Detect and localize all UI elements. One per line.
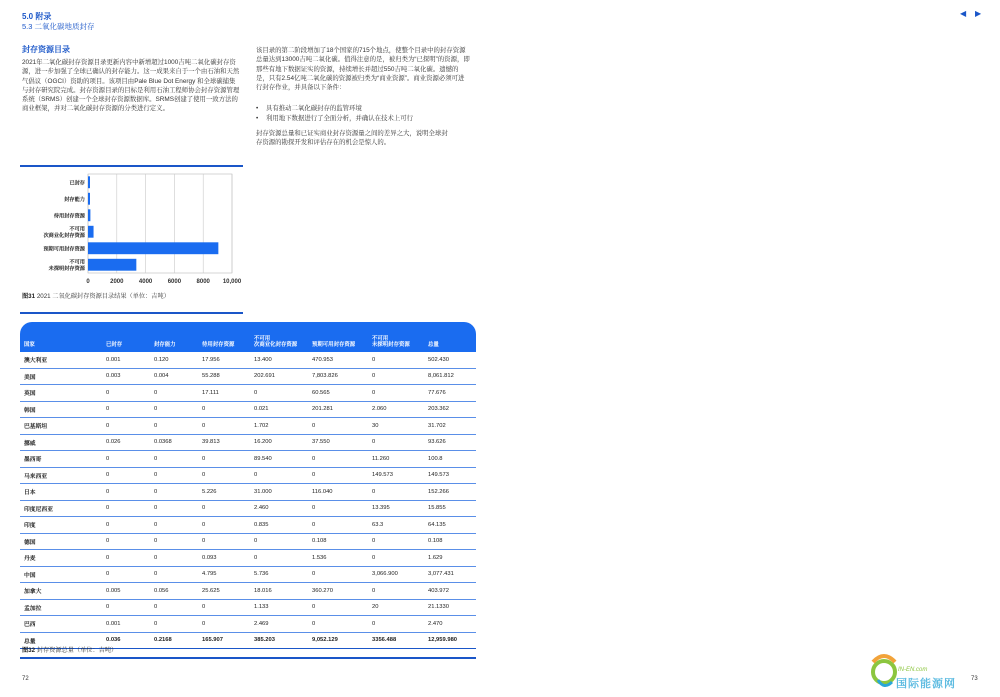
table-cell: 巴西 bbox=[20, 616, 102, 633]
table-row bbox=[20, 401, 476, 418]
table-row bbox=[20, 533, 476, 550]
table-cell: 0 bbox=[150, 484, 198, 501]
table-cell: 3,077.431 bbox=[424, 566, 476, 583]
table-cell: 挪威 bbox=[20, 434, 102, 451]
table-row bbox=[20, 599, 476, 616]
column-header: 总量 bbox=[428, 342, 439, 348]
table-cell: 美国 bbox=[20, 368, 102, 385]
table-cell: 印度 bbox=[20, 517, 102, 534]
table-cell: 25.625 bbox=[198, 583, 250, 600]
table-cell: 德国 bbox=[20, 533, 102, 550]
table-cell: 0 bbox=[150, 401, 198, 418]
table-cell: 0 bbox=[198, 517, 250, 534]
table-cell: 1.629 bbox=[424, 550, 476, 567]
table-cell: 15.855 bbox=[424, 500, 476, 517]
table-cell: 0 bbox=[308, 566, 368, 583]
table-cell: 8,061.812 bbox=[424, 368, 476, 385]
bullet-list bbox=[256, 104, 470, 124]
table-row bbox=[20, 517, 476, 534]
table-cell: 1.536 bbox=[308, 550, 368, 567]
table-cell: 0 bbox=[150, 418, 198, 435]
table-cell: 77.676 bbox=[424, 385, 476, 402]
table-cell: 116.040 bbox=[308, 484, 368, 501]
table-cell: 0.021 bbox=[250, 401, 308, 418]
table-cell: 0 bbox=[368, 368, 424, 385]
table-cell: 100.8 bbox=[424, 451, 476, 468]
chart-svg bbox=[20, 168, 245, 293]
table-cell: 0 bbox=[368, 385, 424, 402]
table-cell: 64.135 bbox=[424, 517, 476, 534]
table-header-row bbox=[20, 322, 476, 352]
section-heading: 封存资源目录 bbox=[22, 45, 70, 54]
table-cell: 0.108 bbox=[424, 533, 476, 550]
table-cell: 0 bbox=[198, 533, 250, 550]
category-label-line: 待用封存资源 bbox=[53, 213, 85, 220]
x-tick-label: 6000 bbox=[167, 279, 182, 285]
category-label-line: 次商业化封存资源 bbox=[43, 232, 85, 239]
table-cell: 2.469 bbox=[250, 616, 308, 633]
table-cell: 加拿大 bbox=[20, 583, 102, 600]
table-cell: 马来西亚 bbox=[20, 467, 102, 484]
x-tick-label: 4000 bbox=[138, 279, 153, 285]
table-cell: 17.111 bbox=[198, 385, 250, 402]
table-cell: 7,803.826 bbox=[308, 368, 368, 385]
category-label-line: 已封存 bbox=[69, 180, 85, 187]
table-row bbox=[20, 352, 476, 368]
table-cell: 0.003 bbox=[102, 368, 150, 385]
right-paragraph: 该目录的第二阶段增加了18个国家的715个地点，使整个目录中的封存资源总量达到13000吉吨二氧化碳。值得注意的是，被归类为“已探明”的资源，即那些有地下数据证实的资源，持续增长并超过550吉吨二氧化碳。遗憾的是，只有2.54亿吨二氧化碳的资源被归类为“商业资源”。商业资源必须可进行封存作业，并具备以下条件： bbox=[256, 47, 470, 92]
table-row bbox=[20, 434, 476, 451]
table-cell: 中国 bbox=[20, 566, 102, 583]
table-cell: 502.430 bbox=[424, 352, 476, 368]
category-label bbox=[49, 258, 86, 272]
prev-page-icon[interactable]: ◀ bbox=[960, 9, 967, 18]
table-cell: 墨西哥 bbox=[20, 451, 102, 468]
table-cell: 2.460 bbox=[250, 500, 308, 517]
column-header: 待用封存资源 bbox=[202, 342, 235, 348]
left-paragraph: 2021年二氧化碳封存资源目录更新内容中新增超过1000吉吨二氧化碳封存资源，进一步加强了全球已确认的封存能力。这一成果来自于一个由石油和天然气倡议（OGCI）资助的项目。该项目由Pale Blue Dot Energy 和全球碳捕集与封存研究院完成。封存资源目录的目标是利用石油工程师协会封存资源管理系统（SRMS）创建一个全球封存资源数据库。SRMS创建了使用一致方法的商业框架，并对二氧化碳封存资源的分类进行定义。 bbox=[22, 59, 240, 113]
table-cell: 0 bbox=[368, 583, 424, 600]
table-cell: 5.226 bbox=[198, 484, 250, 501]
chart-caption bbox=[22, 291, 170, 300]
table-cell: 13.400 bbox=[250, 352, 308, 368]
table-cell: 0 bbox=[102, 467, 150, 484]
bar-chart bbox=[20, 168, 245, 293]
table-cell: 总量 bbox=[20, 632, 102, 649]
table-cell: 152.266 bbox=[424, 484, 476, 501]
table-cell: 0 bbox=[368, 550, 424, 567]
table-cell: 0.004 bbox=[150, 368, 198, 385]
table-cell: 0.835 bbox=[250, 517, 308, 534]
table-cell: 385.203 bbox=[250, 632, 308, 649]
table-cell: 0 bbox=[102, 401, 150, 418]
table-cell: 0 bbox=[198, 418, 250, 435]
table-cell: 0 bbox=[368, 352, 424, 368]
bar bbox=[88, 209, 90, 221]
table-row bbox=[20, 583, 476, 600]
table-cell: 403.972 bbox=[424, 583, 476, 600]
table-cell: 0.001 bbox=[102, 616, 150, 633]
table-caption bbox=[22, 645, 117, 654]
table-cell: 31.000 bbox=[250, 484, 308, 501]
table-cell: 20 bbox=[368, 599, 424, 616]
table-cell: 0 bbox=[150, 500, 198, 517]
bullet-item: • 具有推动二氧化碳封存的监管环境 bbox=[256, 104, 470, 114]
table-cell: 0 bbox=[308, 599, 368, 616]
table-cell: 165.907 bbox=[198, 632, 250, 649]
table-cell: 0 bbox=[150, 385, 198, 402]
table-cell: 0.001 bbox=[102, 352, 150, 368]
table-cell: 0 bbox=[308, 616, 368, 633]
table-cell: 0 bbox=[102, 500, 150, 517]
page-number-left: 72 bbox=[22, 676, 29, 682]
table-cell: 21.1330 bbox=[424, 599, 476, 616]
table-caption-text: 封存资源总量（单位：吉吨） bbox=[36, 647, 118, 654]
next-page-icon[interactable]: ▶ bbox=[975, 9, 982, 18]
table-cell: 149.573 bbox=[424, 467, 476, 484]
table-cell: 11.260 bbox=[368, 451, 424, 468]
plot-frame bbox=[88, 174, 232, 273]
table-row bbox=[20, 385, 476, 402]
category-label-line: 不可用 bbox=[69, 259, 85, 266]
bar bbox=[88, 242, 218, 254]
table-cell: 0.005 bbox=[102, 583, 150, 600]
table-cell: 202.691 bbox=[250, 368, 308, 385]
category-label bbox=[54, 211, 86, 219]
logo-name: 国际能源网 bbox=[896, 678, 956, 690]
table-cell: 0 bbox=[102, 533, 150, 550]
table-cell: 0 bbox=[102, 517, 150, 534]
table-body bbox=[20, 352, 476, 649]
chart-caption-text: 2021 二氧化碳封存资源目录结果（单位：吉吨） bbox=[36, 293, 170, 300]
table-cell: 0 bbox=[250, 550, 308, 567]
table-cell: 0 bbox=[150, 451, 198, 468]
table-cell: 0 bbox=[198, 467, 250, 484]
table-cell: 0 bbox=[198, 616, 250, 633]
resources-table bbox=[20, 322, 476, 649]
table-cell: 5.736 bbox=[250, 566, 308, 583]
table-cell: 0 bbox=[250, 385, 308, 402]
table-cell: 韩国 bbox=[20, 401, 102, 418]
table-cell: 60.565 bbox=[308, 385, 368, 402]
table-cell: 2.060 bbox=[368, 401, 424, 418]
table-cell: 0 bbox=[102, 599, 150, 616]
category-label bbox=[43, 225, 85, 239]
table-cell: 0 bbox=[150, 517, 198, 534]
table-cell: 印度尼西亚 bbox=[20, 500, 102, 517]
table-cell: 2.470 bbox=[424, 616, 476, 633]
table-cell: 0.056 bbox=[150, 583, 198, 600]
table-cell: 0 bbox=[198, 451, 250, 468]
table-cell: 1.702 bbox=[250, 418, 308, 435]
table-cell: 0 bbox=[308, 451, 368, 468]
table-cell: 0.093 bbox=[198, 550, 250, 567]
table-cell: 0 bbox=[308, 467, 368, 484]
table-row bbox=[20, 550, 476, 567]
category-label bbox=[69, 178, 85, 186]
table-cell: 30 bbox=[368, 418, 424, 435]
table-cell: 0 bbox=[102, 484, 150, 501]
divider bbox=[20, 657, 476, 659]
logo-domain: IN-EN.com bbox=[898, 667, 928, 673]
table-row bbox=[20, 500, 476, 517]
right-paragraph-2: 封存资源总量和已证实商业封存资源量之间的差异之大，说明全球封存资源的勘探开发和评估存在的机会是惊人的。 bbox=[256, 130, 448, 147]
table-cell: 89.540 bbox=[250, 451, 308, 468]
column-header: 不可用 未探明封存资源 bbox=[372, 336, 410, 348]
table-cell: 0 bbox=[150, 599, 198, 616]
column-header: 已封存 bbox=[106, 342, 123, 348]
table-caption-label: 图32 bbox=[22, 647, 36, 654]
table-cell: 55.288 bbox=[198, 368, 250, 385]
table-cell: 149.573 bbox=[368, 467, 424, 484]
table-cell: 360.270 bbox=[308, 583, 368, 600]
table-cell: 9,052.129 bbox=[308, 632, 368, 649]
table-cell: 0 bbox=[102, 385, 150, 402]
table-cell: 203.362 bbox=[424, 401, 476, 418]
table-cell: 英国 bbox=[20, 385, 102, 402]
table-cell: 0 bbox=[102, 451, 150, 468]
table-cell: 0 bbox=[102, 418, 150, 435]
table-cell: 0 bbox=[308, 418, 368, 435]
table-cell: 17.956 bbox=[198, 352, 250, 368]
table-cell: 0.120 bbox=[150, 352, 198, 368]
chart-caption-label: 图31 bbox=[22, 293, 36, 300]
divider bbox=[20, 165, 243, 167]
table-cell: 16.200 bbox=[250, 434, 308, 451]
table-cell: 63.3 bbox=[368, 517, 424, 534]
table-row bbox=[20, 368, 476, 385]
table-cell: 0 bbox=[250, 467, 308, 484]
table-cell: 0 bbox=[308, 517, 368, 534]
column-header: 封存能力 bbox=[154, 342, 176, 348]
table-cell: 0.108 bbox=[308, 533, 368, 550]
table-cell: 4.795 bbox=[198, 566, 250, 583]
category-label-line: 不可用 bbox=[69, 226, 85, 233]
table-cell: 丹麦 bbox=[20, 550, 102, 567]
table-cell: 孟加拉 bbox=[20, 599, 102, 616]
bar bbox=[88, 193, 90, 205]
table-cell: 0 bbox=[368, 484, 424, 501]
table-cell: 0 bbox=[368, 533, 424, 550]
table-row bbox=[20, 616, 476, 633]
bar bbox=[88, 176, 90, 188]
table-cell: 12,959.980 bbox=[424, 632, 476, 649]
table-cell: 0.2168 bbox=[150, 632, 198, 649]
table-cell: 13.395 bbox=[368, 500, 424, 517]
table-cell: 0 bbox=[368, 434, 424, 451]
table-cell: 201.281 bbox=[308, 401, 368, 418]
x-tick-label: 8000 bbox=[196, 279, 210, 285]
table-row bbox=[20, 566, 476, 583]
table-cell: 3,066.900 bbox=[368, 566, 424, 583]
table-cell: 1.133 bbox=[250, 599, 308, 616]
table-cell: 39.813 bbox=[198, 434, 250, 451]
divider bbox=[20, 312, 243, 314]
column-header: 国家 bbox=[24, 342, 35, 348]
category-label-line: 未探明封存资源 bbox=[48, 265, 85, 272]
table-cell: 0.026 bbox=[102, 434, 150, 451]
table-row bbox=[20, 467, 476, 484]
section-title: 5.3 二氧化碳地质封存 bbox=[22, 22, 95, 31]
table-cell: 0 bbox=[198, 401, 250, 418]
table-cell: 0 bbox=[250, 533, 308, 550]
table-cell: 0.0368 bbox=[150, 434, 198, 451]
table-cell: 470.953 bbox=[308, 352, 368, 368]
table-cell: 0 bbox=[198, 500, 250, 517]
table-cell: 0 bbox=[150, 616, 198, 633]
x-tick-label: 10,000 bbox=[222, 279, 242, 285]
bullet-item: • 利用地下数据进行了全面分析，并确认在技术上可行 bbox=[256, 114, 470, 124]
category-label bbox=[64, 195, 85, 203]
table-cell: 巴基斯坦 bbox=[20, 418, 102, 435]
table-cell: 0 bbox=[150, 467, 198, 484]
table-cell: 37.550 bbox=[308, 434, 368, 451]
table-row bbox=[20, 418, 476, 435]
table-cell: 澳大利亚 bbox=[20, 352, 102, 368]
x-tick-label: 0 bbox=[86, 279, 90, 285]
table-cell: 0 bbox=[150, 566, 198, 583]
table-cell: 0 bbox=[150, 533, 198, 550]
table-cell: 0 bbox=[368, 616, 424, 633]
table-cell: 0 bbox=[150, 550, 198, 567]
table-cell: 3356.488 bbox=[368, 632, 424, 649]
table-cell: 0 bbox=[198, 599, 250, 616]
bar bbox=[88, 226, 94, 238]
table-cell: 0 bbox=[102, 566, 150, 583]
category-label-line: 封存能力 bbox=[64, 196, 85, 203]
bar bbox=[88, 259, 136, 271]
table-cell: 18.016 bbox=[250, 583, 308, 600]
column-header: 预期可用封存资源 bbox=[312, 342, 356, 348]
table-row bbox=[20, 451, 476, 468]
table-cell: 0 bbox=[308, 500, 368, 517]
category-label-line: 预期可用封存资源 bbox=[43, 246, 85, 253]
table-cell: 0.036 bbox=[102, 632, 150, 649]
table-cell: 93.626 bbox=[424, 434, 476, 451]
table-cell: 31.702 bbox=[424, 418, 476, 435]
section-number: 5.0 附录 bbox=[22, 12, 52, 21]
resources-table-wrap bbox=[20, 322, 476, 649]
table-row bbox=[20, 484, 476, 501]
x-tick-label: 2000 bbox=[110, 279, 124, 285]
column-header: 不可用 次商业化封存资源 bbox=[254, 336, 298, 348]
table-cell: 日本 bbox=[20, 484, 102, 501]
table-cell: 0 bbox=[102, 550, 150, 567]
page-number-right: 73 bbox=[971, 676, 978, 682]
category-label bbox=[43, 244, 85, 252]
